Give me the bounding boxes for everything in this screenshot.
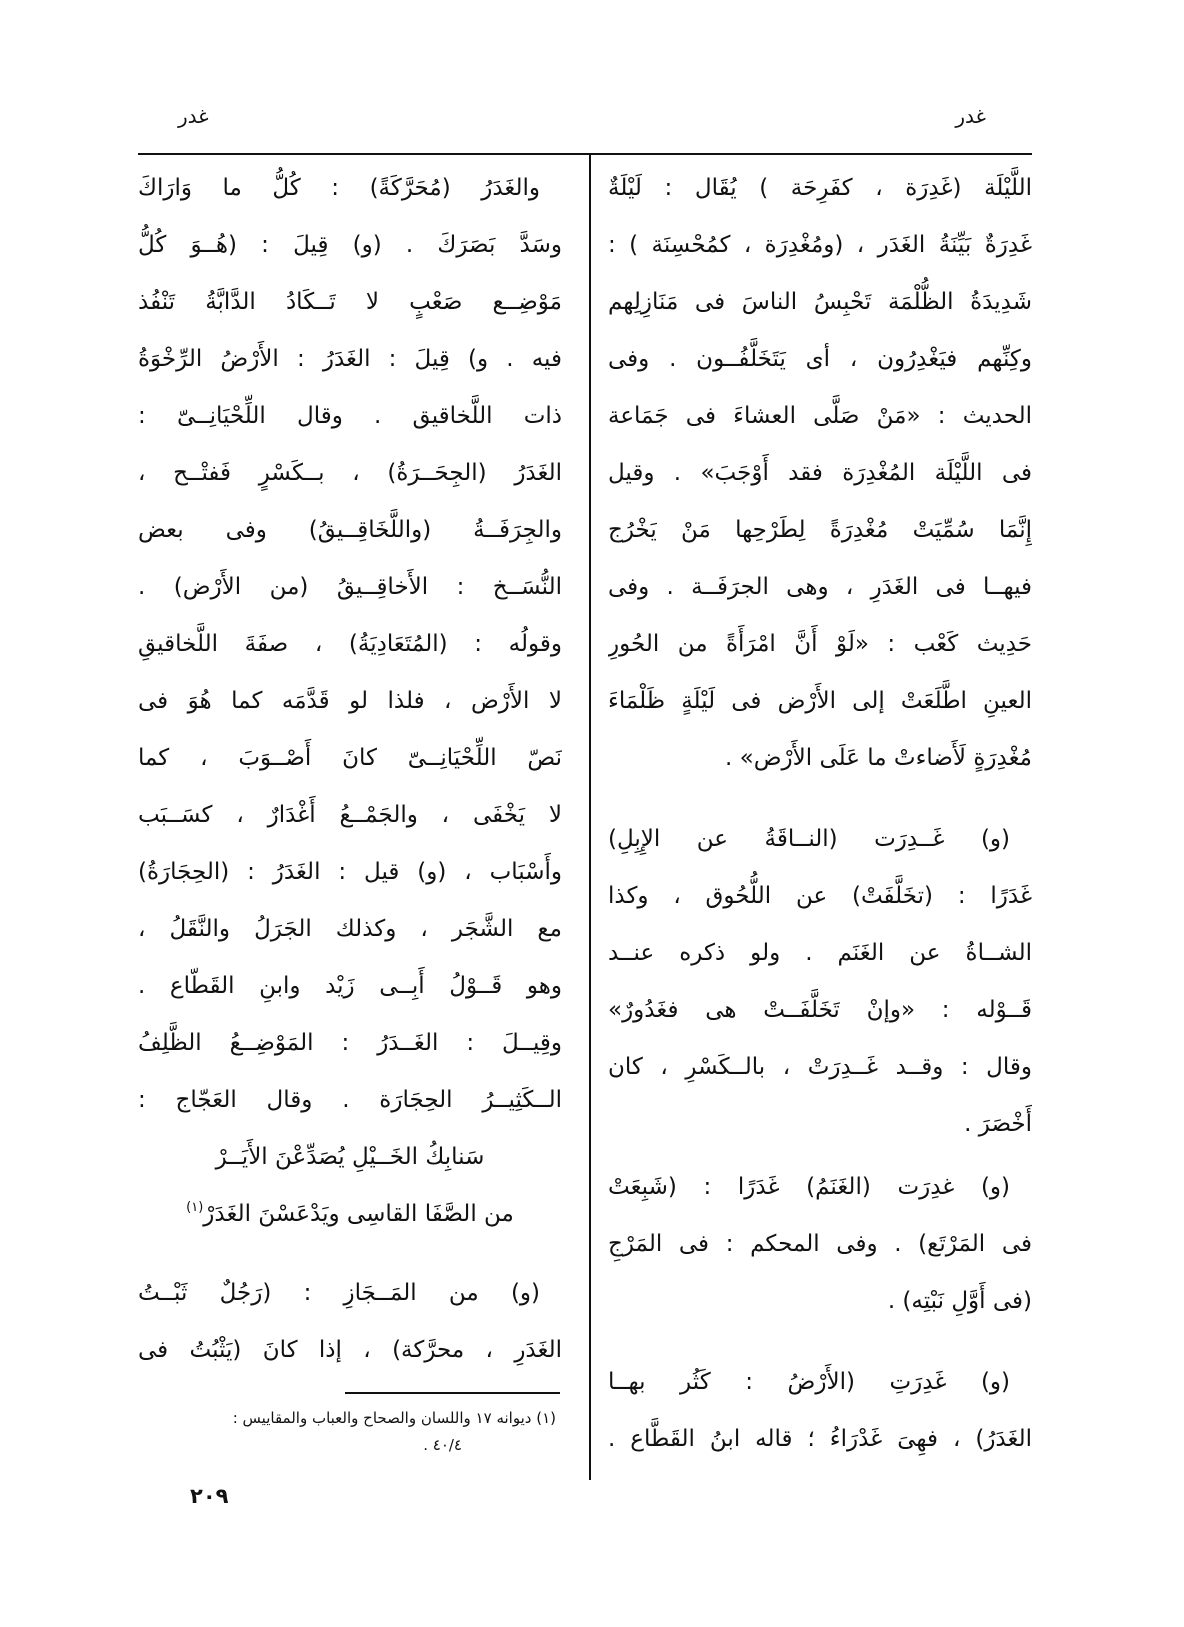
text-line: الغَدَرِ ، محرَّكة) ، إذا كانَ (يَثْبُتُ فى xyxy=(138,1337,562,1363)
text-line: غَدِرَةٌ بَيِّنَةُ الغَدَر ، (ومُغْدِرَة ، كمُحْسِنَة ) : xyxy=(608,232,1032,258)
text-line: حَدِيث كَعْب : «لَوْ أَنَّ امْرَأَةً من الحُورِ xyxy=(608,631,1032,657)
text-line: الحديث : «مَنْ صَلَّى العشاءَ فى جَمَاعة xyxy=(608,403,1032,429)
text-line: الغَدَرُ (الجِحَــرَةُ) ، بــكَسْرٍ فَفتْــح ، xyxy=(138,460,562,486)
text-line: الشــاةُ عن الغَنَم . ولو ذكره عنــد xyxy=(608,940,1032,966)
text-line: النُّسَــخ : الأَخاقِــيقُ (من الأَرْض) . xyxy=(138,574,562,600)
text-line: وكِنِّهم فيَغْدِرُون ، أى يَتَخَلَّفُــون . وفى xyxy=(608,346,1032,372)
text-line: اللَّيْلَة (غَدِرَة ، كفَرِحَة ) يُقَال : لَيْلَةٌ xyxy=(608,175,1032,201)
text-line: لا الأَرْض ، فلذا لو قَدَّمَه كما هُوَ فى xyxy=(138,688,562,714)
footnote-marker: (١) xyxy=(186,1200,204,1215)
footnote-text: ديوانه ١٧ واللسان والصحاح والعباب والمقاييس : xyxy=(232,1409,532,1427)
text-line: وقولُه : (المُتَعَادِيَةُ) ، صفَةَ اللَّخاقيقِ xyxy=(138,631,562,657)
footnote-number: (١) xyxy=(536,1409,556,1427)
text-line: مُغْدِرَةٍ لَأَضاءتْ ما عَلَى الأَرْض» . xyxy=(725,745,1032,771)
text-line: مَوْضِــع صَعْبٍ لا تَــكَادُ الدَّابَّةُ تَنْفُذ xyxy=(138,289,562,315)
left-column xyxy=(138,160,562,1379)
verse-line xyxy=(138,1186,562,1243)
text-line: وقال : وقــد غَــدِرَتْ ، بالــكَسْرِ ، كان xyxy=(608,1054,1032,1080)
text-line: فى المَرْتَع) . وفى المحكم : فى المَرْجِ xyxy=(608,1231,1032,1257)
text-line: فى اللَّيْلَة المُغْدِرَة فقد أَوْجَبَ» . وقيل xyxy=(608,460,1032,486)
text-line: (فى أَوَّلِ نَبْتِه) . xyxy=(887,1288,1032,1314)
running-head-right: غدر xyxy=(955,104,986,128)
text-line: (و) غدِرَت (الغَنَمُ) غَدَرًا : (شَبِعَتْ xyxy=(608,1174,1010,1200)
footnote-line: ٤٠/٤ . xyxy=(423,1436,462,1454)
text-line: وسَدَّ بَصَرَكَ . (و) قِيلَ : (هُــوَ كُلُّ xyxy=(138,232,562,258)
text-line: لا يَخْفَى ، والجَمْــعُ أَغْدَارٌ ، كسَــبَب xyxy=(138,802,562,828)
page-number: ٢٠٩ xyxy=(190,1484,229,1508)
text-line: فيهــا فى الغَدَرِ ، وهى الجرَفَــة . وفى xyxy=(608,574,1032,600)
running-head-left: غدر xyxy=(178,104,209,128)
text-line: قَــوْله : «وإنْ تَخَلَّفَــتْ هى فغَدُورٌ» xyxy=(608,997,1032,1023)
footnote-line xyxy=(138,1405,562,1432)
text-line: نَصّ اللِّحْيَانِــىّ كانَ أَصْــوَبَ ، كما xyxy=(138,745,562,771)
text-line: شَدِيدَةُ الظُّلْمَة تَحْبِسُ الناسَ فى مَنَازِلِهم xyxy=(608,289,1032,315)
text-line: والغَدَرُ (مُحَرَّكَةً) : كُلُّ ما وَارَاكَ xyxy=(138,175,540,201)
text-line: العينِ اطَّلَعَتْ إلى الأَرْض فى لَيْلَةٍ ظَلْمَاءَ xyxy=(608,688,1032,714)
verse-text: من الصَّفَا القاسِى ويَدْعَسْنَ الغَدَرْ xyxy=(203,1201,514,1227)
right-column xyxy=(608,160,1032,1468)
footnote-rule xyxy=(345,1392,560,1394)
text-line: وأَسْبَاب ، (و) قيل : الغَدَرُ : (الحِجَارَةُ) xyxy=(138,859,562,885)
text-line: فيه . و) قِيلَ : الغَدَرُ : الأَرْضُ الرِّخْوَةُ xyxy=(138,346,562,372)
text-line: الغَدَرُ) ، فهِىَ غَدْرَاءُ ؛ قاله ابنُ القَطَّاع . xyxy=(608,1426,1032,1452)
verse-line xyxy=(138,1129,562,1186)
text-line: والجِرَفَــةُ (واللَّخَاقِــيقُ) وفى بعض xyxy=(138,517,562,543)
text-line: وقِيــلَ : الغَــدَرُ : المَوْضِــعُ الظَّلِفُ xyxy=(138,1030,562,1056)
footnote xyxy=(138,1405,562,1459)
text-line: إِنَّمَا سُمِّيَتْ مُغْدِرَةً لِطَرْحِها مَنْ يَخْرُج xyxy=(608,517,1032,543)
column-divider xyxy=(589,155,591,1480)
text-line: الــكَثِيــرُ الحِجَارَة . وقال العَجّاج : xyxy=(138,1087,562,1113)
verse-text: سَنابِكُ الخَــيْلِ يُصَدِّعْنَ الأَيَــرْ xyxy=(215,1144,485,1170)
text-line: (و) من المَــجَازِ : (رَجُلٌ ثَبْــتُ xyxy=(138,1280,540,1306)
header-rule xyxy=(138,153,1032,155)
text-line: ذات اللَّخاقيق . وقال اللِّحْيَانِــىّ : xyxy=(138,403,562,429)
text-line: وهو قَــوْلُ أَبِــى زَيْد وابنِ القَطّاع . xyxy=(138,973,562,999)
text-line: مع الشَّجَر ، وكذلك الجَرَلُ والنَّقَلُ ، xyxy=(138,916,562,942)
text-line: (و) غَدِرَتِ (الأَرْضُ : كَثُر بهــا xyxy=(608,1369,1010,1395)
text-line: غَدَرًا : (تخَلَّفَتْ) عن اللُّحُوق ، وكذا xyxy=(608,883,1032,909)
text-line: (و) غَــدِرَت (النــاقَةُ عن الإِبِلِ) xyxy=(608,826,1010,852)
text-line: أَخْصَرَ . xyxy=(964,1111,1032,1137)
